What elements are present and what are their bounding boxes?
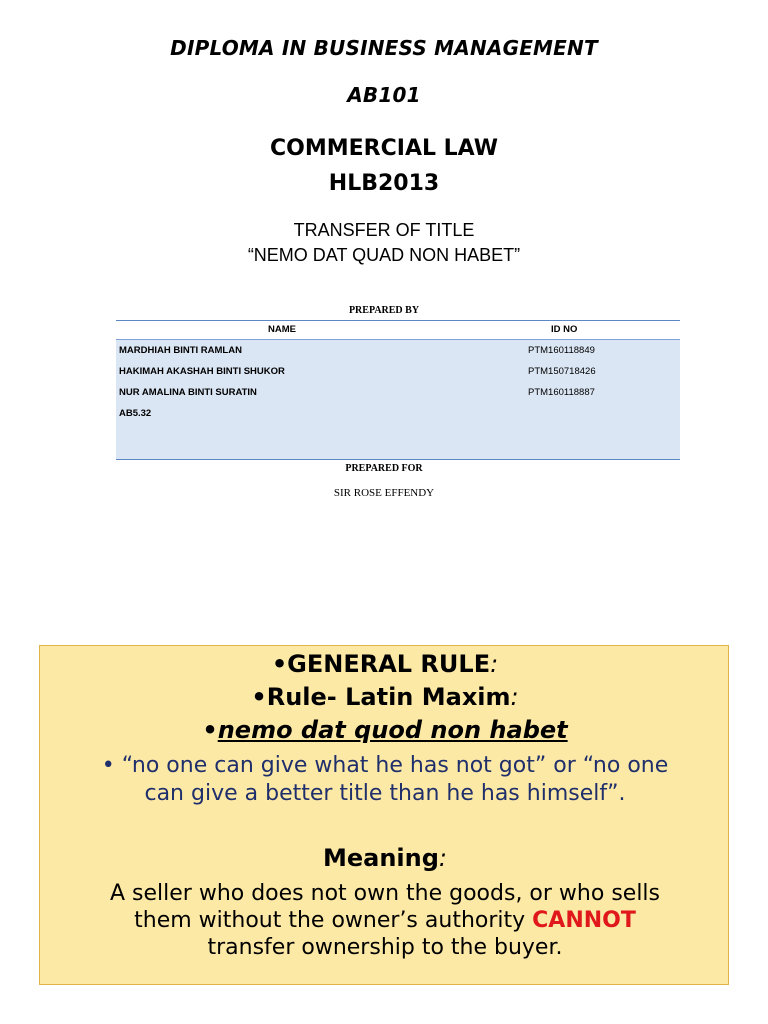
bullet-general-rule: •GENERAL RULE: xyxy=(271,650,499,678)
quote-line-1: • “no one can give what he has not got” or “no one xyxy=(101,753,669,778)
table-header xyxy=(116,321,680,340)
bullet-latin-maxim: •Rule- Latin Maxim: xyxy=(251,683,519,711)
program-title: DIPLOMA IN BUSINESS MANAGEMENT xyxy=(170,36,598,60)
header-id: ID NO xyxy=(551,324,578,335)
subject-code: HLB2013 xyxy=(328,171,440,196)
members-table xyxy=(116,320,680,460)
table-row xyxy=(116,361,680,381)
general-rule-slide xyxy=(39,645,729,985)
meaning-line-3: transfer ownership to the buyer. xyxy=(207,935,563,960)
cannot-emphasis: CANNOT xyxy=(532,908,636,933)
prepared-by-label: PREPARED BY xyxy=(348,305,420,316)
prepared-for-label: PREPARED FOR xyxy=(345,463,423,474)
table-body xyxy=(116,340,680,459)
bullet-nemo-dat: •nemo dat quod non habet xyxy=(202,716,568,744)
program-code: AB101 xyxy=(347,83,421,107)
subject-title: COMMERCIAL LAW xyxy=(270,136,498,161)
member-id: PTM160118887 xyxy=(528,387,595,398)
table-row xyxy=(116,403,680,423)
meaning-line-2: them without the owner’s authority CANNOT xyxy=(134,908,636,933)
maxim-title: “NEMO DAT QUAD NON HABET” xyxy=(247,245,521,265)
member-name: HAKIMAH AKASHAH BINTI SHUKOR xyxy=(119,366,285,377)
member-name: NUR AMALINA BINTI SURATIN xyxy=(119,387,257,398)
quote-line-2: can give a better title than he has himself”. xyxy=(144,781,626,806)
member-name: MARDHIAH BINTI RAMLAN xyxy=(119,345,242,356)
meaning-line-1: A seller who does not own the goods, or who sells xyxy=(109,881,661,906)
member-id: PTM150718426 xyxy=(528,366,596,377)
lecturer-name: SIR ROSE EFFENDY xyxy=(333,487,435,499)
member-id: PTM160118849 xyxy=(528,345,595,356)
topic-title: TRANSFER OF TITLE xyxy=(293,220,475,240)
header-name: NAME xyxy=(268,324,296,335)
table-row xyxy=(116,382,680,402)
class-group: AB5.32 xyxy=(119,408,152,419)
table-row xyxy=(116,340,680,360)
meaning-heading: Meaning: xyxy=(322,844,448,872)
